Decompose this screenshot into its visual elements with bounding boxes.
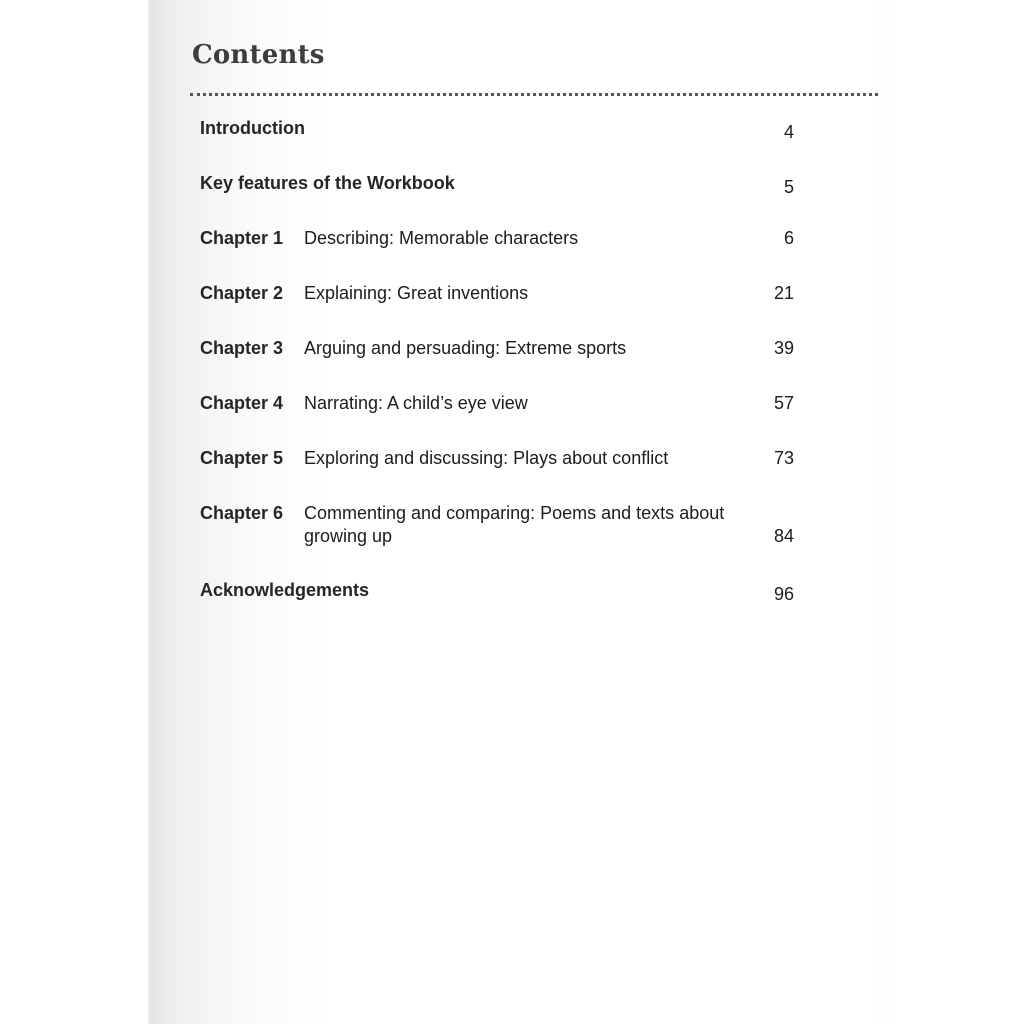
toc-entry-label: Chapter 6 bbox=[200, 503, 284, 523]
contents-page bbox=[148, 0, 878, 1024]
toc-page-number: 39 bbox=[773, 338, 794, 358]
toc-page-number: 73 bbox=[773, 448, 794, 468]
toc-entry-label: Chapter 2 bbox=[200, 283, 284, 303]
toc-entry-title: Arguing and persuading: Extreme sports bbox=[304, 338, 627, 358]
toc-page-number: 5 bbox=[783, 177, 794, 197]
toc-page-number: 4 bbox=[783, 122, 794, 142]
toc-entry-label: Acknowledgements bbox=[200, 580, 370, 600]
toc-page-number: 57 bbox=[773, 393, 794, 413]
toc-page-number: 6 bbox=[783, 228, 794, 248]
toc-entry-label: Chapter 5 bbox=[200, 448, 284, 468]
toc-entry-label: Chapter 1 bbox=[200, 228, 284, 248]
toc-page-number: 21 bbox=[773, 283, 794, 303]
toc-page-number: 84 bbox=[773, 526, 794, 546]
toc-entry-title: Commenting and comparing: Poems and texts about growing up bbox=[304, 503, 725, 546]
dotted-divider bbox=[190, 93, 878, 96]
toc-entry-label: Key features of the Workbook bbox=[200, 173, 455, 193]
toc-entry-title: Explaining: Great inventions bbox=[304, 283, 529, 303]
toc-entry-label: Introduction bbox=[200, 118, 305, 138]
toc-entry-title: Describing: Memorable characters bbox=[304, 228, 579, 248]
toc-entry-title: Exploring and discussing: Plays about conflict bbox=[304, 448, 669, 468]
page-title: Contents bbox=[192, 40, 325, 70]
toc-entry-label: Chapter 3 bbox=[200, 338, 284, 358]
toc-page-number: 96 bbox=[773, 584, 794, 604]
toc-entry-label: Chapter 4 bbox=[200, 393, 284, 413]
toc-entry-title: Narrating: A child’s eye view bbox=[304, 393, 528, 413]
